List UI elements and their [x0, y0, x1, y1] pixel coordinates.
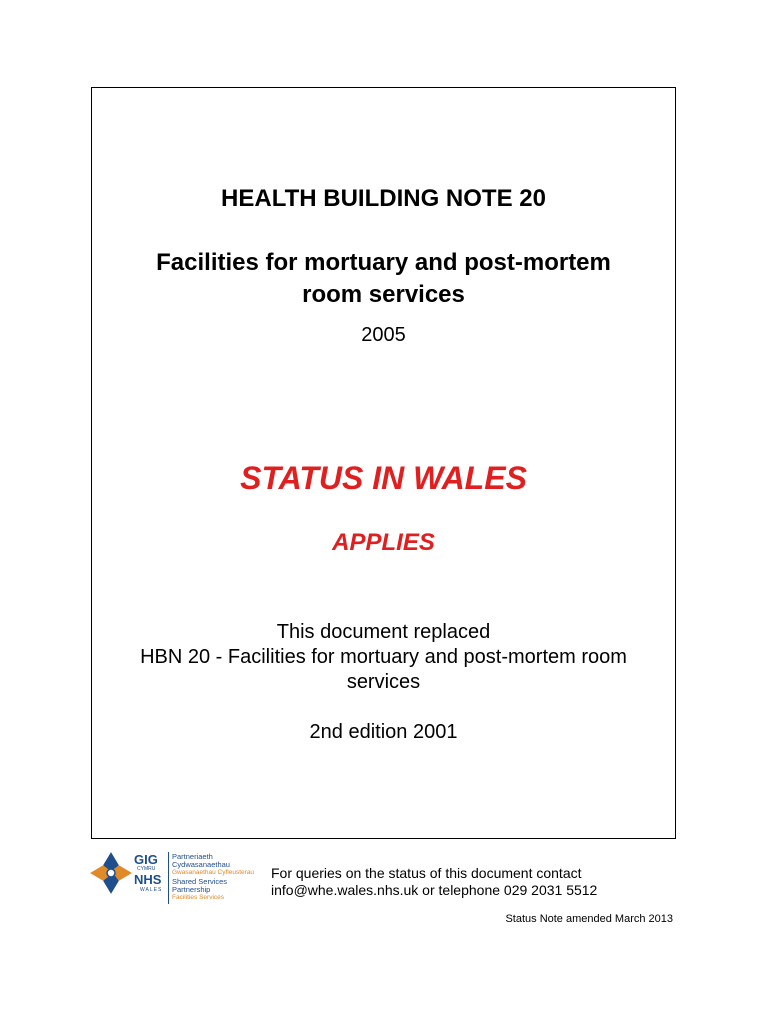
status-value: APPLIES — [332, 529, 435, 556]
logo-text-line4: Shared Services — [172, 877, 228, 886]
logo-nhs-text: NHS — [134, 872, 162, 887]
contact-line1: For queries on the status of this document contact — [271, 865, 582, 881]
replacement-note — [92, 620, 675, 695]
amended-note: Status Note amended March 2013 — [505, 913, 673, 925]
replacement-line1: This document replaced — [276, 621, 491, 643]
logo-text-line6: Facilities Services — [172, 894, 225, 901]
nhs-wales-emblem-icon — [90, 852, 132, 894]
logo-text-line2: Cydwasanaethau — [172, 860, 230, 869]
document-title-line2: room services — [302, 281, 465, 308]
logo-wales-text: WALES — [140, 887, 163, 893]
logo-gig-text: GIG — [134, 852, 158, 867]
replaced-edition: 2nd edition 2001 — [309, 721, 458, 743]
document-frame — [91, 87, 676, 839]
logo-text-line3: Gwasanaethau Cyfleusterau — [172, 869, 255, 876]
logo-divider — [168, 852, 169, 904]
contact-line2[interactable]: info@whe.wales.nhs.uk or telephone 029 2031 5512 — [271, 882, 598, 898]
logo-text-line5: Partnership — [172, 885, 211, 894]
status-heading: STATUS IN WALES — [240, 460, 527, 496]
series-title: HEALTH BUILDING NOTE 20 — [221, 185, 546, 212]
logo-cymru-text: CYMRU — [137, 866, 156, 872]
replacement-line2: HBN 20 - Facilities for mortuary and post-mortem room — [140, 646, 627, 668]
logo-text-line1: Partneriaeth — [172, 852, 213, 861]
nhs-wales-logo — [90, 850, 270, 906]
document-title — [92, 247, 675, 311]
document-title-line1: Facilities for mortuary and post-mortem — [156, 249, 611, 276]
publication-year: 2005 — [361, 324, 406, 346]
replacement-line3: services — [346, 671, 421, 693]
contact-info — [271, 865, 597, 899]
